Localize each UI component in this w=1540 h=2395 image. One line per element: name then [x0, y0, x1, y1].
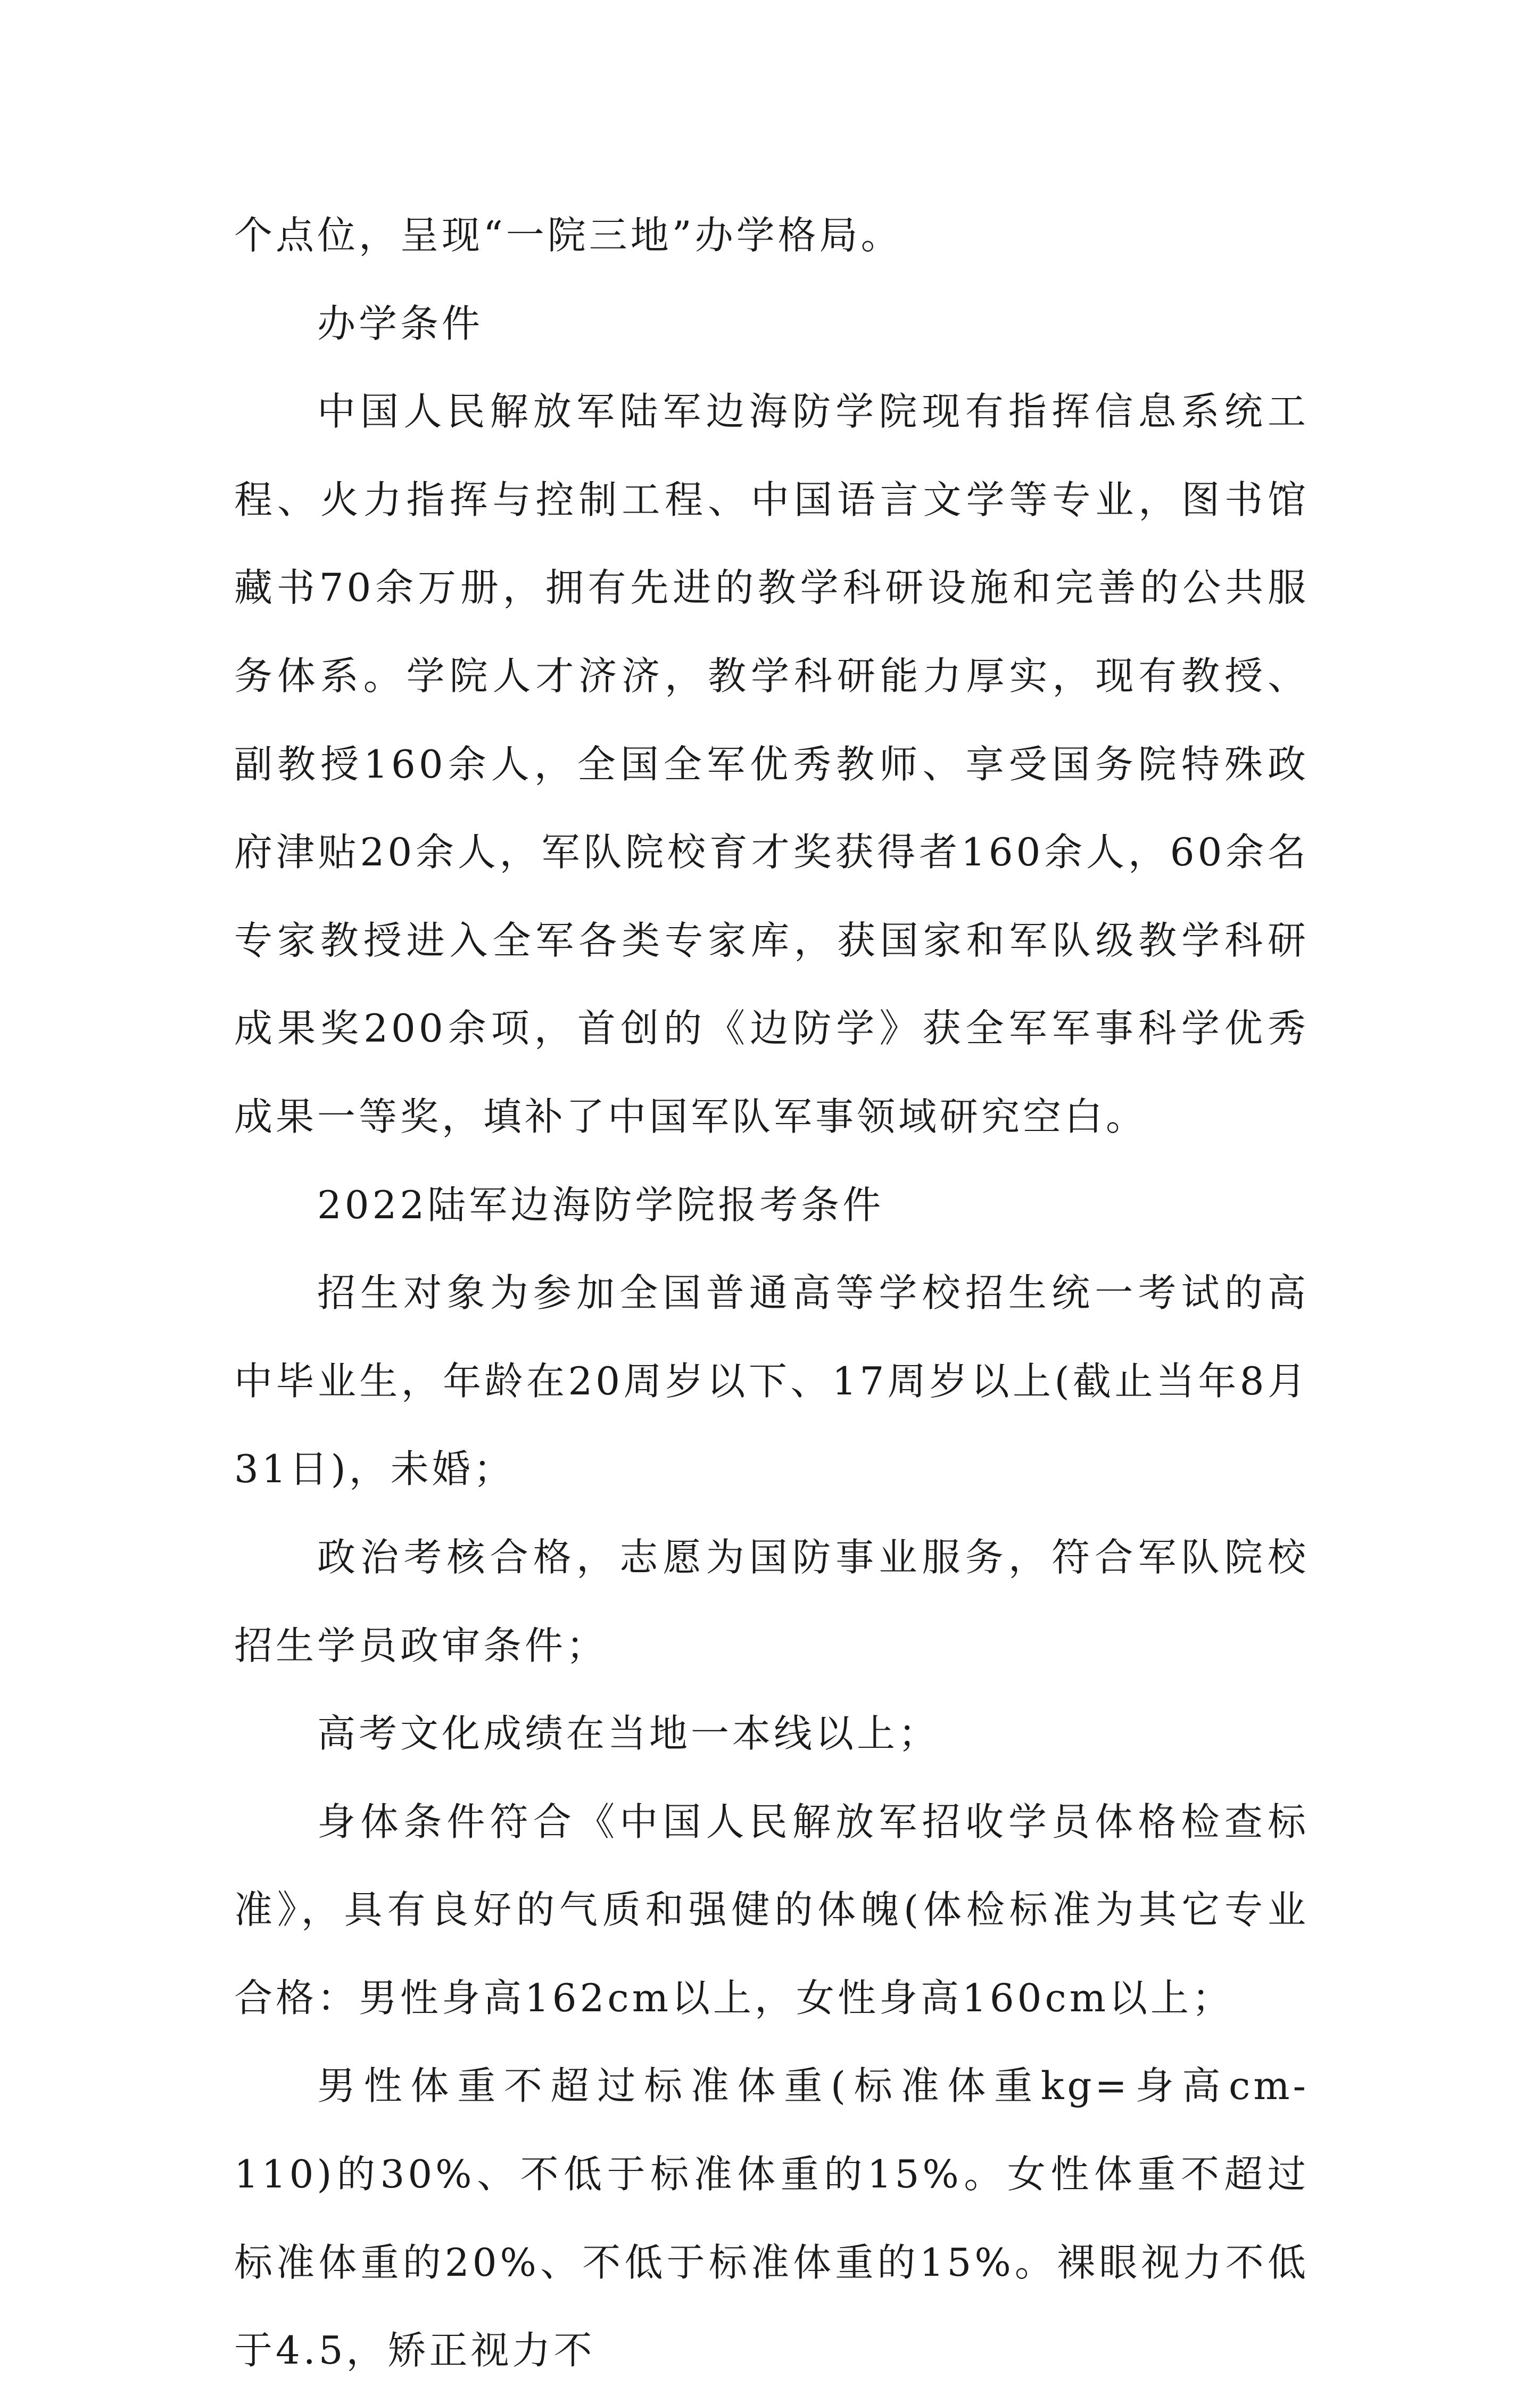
document-body	[234, 192, 1309, 2395]
section-heading-requirements: 2022陆军边海防学院报考条件	[317, 1182, 884, 1227]
paragraph-weight-vision: 男性体重不超过标准体重(标准体重kg=身高cm-110)的30%、不低于标准体重的15%。女性体重不超过标准体重的20%、不低于标准体重的15%。裸眼视力不低于4.5，矫正视力不	[234, 2063, 1309, 2373]
paragraph-applicant-eligibility: 招生对象为参加全国普通高等学校招生统一考试的高中毕业生，年龄在20周岁以下、17周岁以上(截止当年8月31日)，未婚；	[234, 1270, 1309, 1492]
section-heading-conditions: 办学条件	[317, 301, 484, 346]
paragraph-political-review: 政治考核合格，志愿为国防事业服务，符合军队院校招生学员政审条件；	[234, 1534, 1309, 1668]
paragraph-exam-score: 高考文化成绩在当地一本线以上；	[317, 1711, 940, 1756]
paragraph-physical-conditions: 身体条件符合《中国人民解放军招收学员体格检查标准》，具有良好的气质和强健的体魄(体检标准为其它专业合格：男性身高162cm以上，女性身高160cm以上；	[234, 1799, 1309, 2020]
paragraph-continuation: 个点位，呈现“一院三地”办学格局。	[234, 213, 903, 258]
paragraph-school-conditions: 中国人民解放军陆军边海防学院现有指挥信息系统工程、火力指挥与控制工程、中国语言文学等专业，图书馆藏书70余万册，拥有先进的教学科研设施和完善的公共服务体系。学院人才济济，教学科研能力厚实，现有教授、副教授160余人，全国全军优秀教师、享受国务院特殊政府津贴20余人，军队院校育才奖获得者160余人，60余名专家教授进入全军各类专家库，获国家和军队级教学科研成果奖200余项，首创的《边防学》获全军军事科学优秀成果一等奖，填补了中国军队军事领域研究空白。	[234, 389, 1309, 1139]
